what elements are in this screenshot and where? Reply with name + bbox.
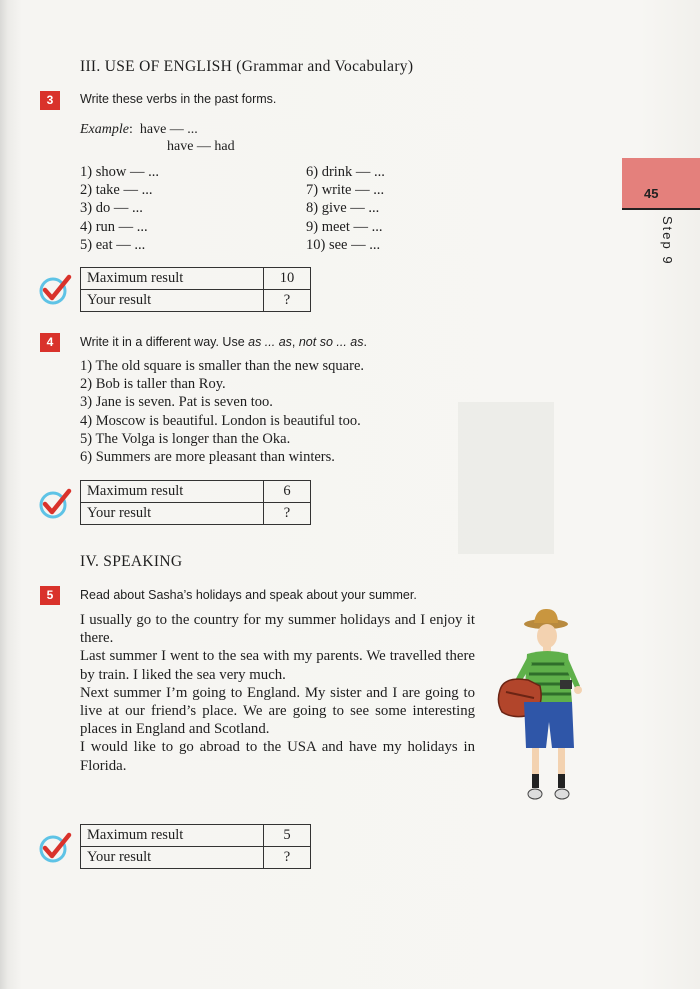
list-item: 5) The Volga is longer than the Oka. — [80, 430, 291, 447]
verb-list-right — [306, 163, 385, 254]
list-item: 6) drink — ... — [306, 164, 385, 180]
example-label: Example — [80, 122, 129, 137]
exercise-number-badge: 5 — [40, 586, 60, 605]
max-result-label: Maximum result — [81, 268, 264, 290]
max-result-value: 10 — [264, 268, 311, 290]
example-block: Example: have — ... have — had — [80, 122, 235, 154]
list-item: 10) see — ... — [306, 236, 381, 253]
your-result-value[interactable]: ? — [264, 503, 311, 525]
paragraph: I usually go to the country for my summer holidays and I enjoy it there. — [80, 612, 475, 647]
checkmark-icon — [38, 486, 74, 522]
max-result-label: Maximum result — [81, 481, 264, 503]
list-item: 4) Moscow is beautiful. London is beautiful too. — [80, 412, 361, 429]
result-table — [80, 480, 311, 525]
verb-list-left — [80, 163, 159, 254]
list-item: 1) show — ... — [80, 164, 159, 180]
exercise-instruction: Read about Sasha’s holidays and speak about your summer. — [80, 588, 417, 602]
step-label: Step 9 — [660, 216, 675, 266]
tab-color-block — [622, 158, 700, 208]
page-side-tab — [622, 158, 700, 282]
list-item: 4) run — ... — [80, 218, 148, 235]
sentence-list — [80, 357, 364, 466]
your-result-value[interactable]: ? — [264, 290, 311, 312]
paragraph: Next summer I’m going to England. My sister and I are going to live at our friend’s place. We are going to see some interesting places in England and Scotland. — [80, 684, 475, 738]
checkmark-icon — [38, 272, 74, 308]
result-table — [80, 824, 311, 869]
list-item: 1) The old square is smaller than the new square. — [80, 358, 365, 374]
section-title-speaking: IV. SPEAKING — [80, 553, 183, 570]
checkmark-icon — [38, 830, 74, 866]
exercise-instruction: Write these verbs in the past forms. — [80, 92, 277, 106]
list-item: 2) Bob is taller than Roy. — [80, 376, 226, 393]
exercise-instruction: Write it in a different way. Use as ... as, not so ... as. — [80, 335, 367, 349]
list-item: 7) write — ... — [306, 182, 385, 199]
page-number: 45 — [644, 186, 659, 201]
paragraph: I would like to go abroad to the USA and have my holidays in Florida. — [80, 739, 475, 774]
example-line: have — ... — [139, 122, 198, 137]
your-result-label: Your result — [81, 503, 264, 525]
list-item: 8) give — ... — [306, 200, 380, 217]
max-result-value: 6 — [264, 481, 311, 503]
bleed-through-image — [458, 402, 554, 554]
exercise-number-badge: 3 — [40, 91, 60, 110]
list-item: 5) eat — ... — [80, 236, 146, 253]
max-result-label: Maximum result — [81, 825, 264, 847]
tab-rule — [622, 208, 700, 210]
section-title-use-of-english: III. USE OF ENGLISH (Grammar and Vocabulary) — [80, 58, 414, 75]
your-result-label: Your result — [81, 847, 264, 869]
list-item: 3) Jane is seven. Pat is seven too. — [80, 394, 273, 411]
boy-traveller-illustration — [494, 606, 596, 808]
your-result-value[interactable]: ? — [264, 847, 311, 869]
your-result-label: Your result — [81, 290, 264, 312]
result-table — [80, 267, 311, 312]
max-result-value: 5 — [264, 825, 311, 847]
list-item: 2) take — ... — [80, 182, 153, 199]
exercise-number-badge: 4 — [40, 333, 60, 352]
reading-text — [80, 611, 475, 775]
list-item: 9) meet — ... — [306, 218, 383, 235]
list-item: 3) do — ... — [80, 200, 143, 217]
example-line: have — had — [167, 139, 235, 154]
list-item: 6) Summers are more pleasant than winters. — [80, 449, 335, 466]
paragraph: Last summer I went to the sea with my parents. We travelled there by train. I liked the sea very much. — [80, 648, 475, 683]
